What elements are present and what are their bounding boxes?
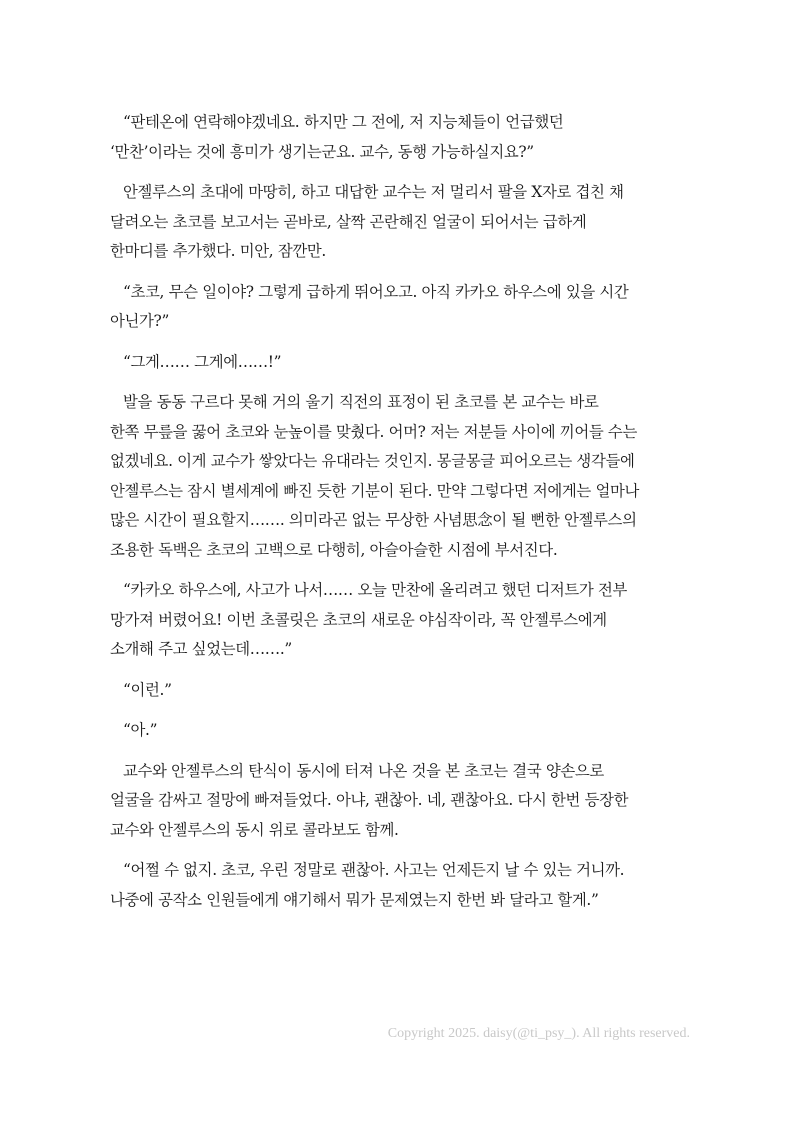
paragraph-line: 한쪽 무릎을 꿇어 초코와 눈높이를 맞췄다. 어머? 저는 저분들 사이에 끼어들 수는 [110, 422, 637, 441]
paragraph-8 [110, 716, 700, 746]
paragraph-line: 발을 동동 구르다 못해 거의 울기 직전의 표정이 된 초코를 본 교수는 바로 [123, 393, 599, 411]
paragraph-line: 망가져 버렸어요! 이번 초콜릿은 초코의 새로운 야심작이라, 꼭 안젤루스에게 [110, 610, 607, 629]
paragraph-line: 교수와 안젤루스의 탄식이 동시에 터져 나온 것을 본 초코는 결국 양손으로 [123, 761, 604, 780]
paragraph-line: “이런.” [123, 680, 172, 699]
paragraph-line: 소개해 주고 싶었는데…….” [110, 640, 292, 658]
paragraph-line: 아닌가?” [110, 312, 169, 330]
paragraph-line: 달려오는 초코를 보고서는 곧바로, 살짝 곤란해진 얼굴이 되어서는 급하게 [110, 212, 587, 231]
copyright-notice: Copyright 2025. daisy(@ti_psy_). All rights reserved. [387, 1026, 690, 1041]
paragraph-line: 안젤루스는 잠시 별세계에 빠진 듯한 기분이 된다. 만약 그렇다면 저에게는 얼마나 [110, 481, 640, 500]
document-body [110, 108, 700, 915]
paragraph-line: 나중에 공작소 인원들에게 얘기해서 뭐가 문제였는지 한번 봐 달라고 할게.” [110, 890, 599, 909]
paragraph-line: 없겠네요. 이게 교수가 쌓았다는 유대라는 것인지. 몽글몽글 피어오르는 생각들에 [110, 452, 635, 470]
paragraph-line: 교수와 안젤루스의 동시 위로 콜라보도 함께. [110, 820, 399, 839]
paragraph-5 [110, 388, 700, 565]
paragraph-line: “아.” [123, 721, 158, 739]
paragraph-line: “초코, 무슨 일이야? 그렇게 급하게 뛰어오고. 아직 카카오 하우스에 있을 시간 [123, 282, 629, 301]
paragraph-line: 조용한 독백은 초코의 고백으로 다행히, 아슬아슬한 시점에 부서진다. [110, 540, 558, 559]
paragraph-line: “카카오 하우스에, 사고가 나서…… 오늘 만찬에 올리려고 했던 디저트가 전부 [123, 581, 628, 599]
paragraph-7 [110, 676, 700, 706]
paragraph-9 [110, 757, 700, 846]
paragraph-line: “어쩔 수 없지. 초코, 우린 정말로 괜찮아. 사고는 언제든지 날 수 있는 거니까. [123, 861, 625, 879]
paragraph-line: “그게…… 그게에……!” [123, 352, 282, 371]
paragraph-line: “판테온에 연락해야겠네요. 하지만 그 전에, 저 지능체들이 언급했던 [123, 113, 564, 131]
paragraph-1 [110, 108, 700, 167]
paragraph-2 [110, 178, 700, 267]
paragraph-line: ‘만찬’이라는 것에 흥미가 생기는군요. 교수, 동행 가능하실지요?” [110, 142, 534, 161]
paragraph-6 [110, 576, 700, 665]
paragraph-line: 많은 시간이 필요할지……. 의미라곤 없는 무상한 사념思念이 될 뻔한 안젤루스의 [110, 511, 637, 529]
paragraph-3 [110, 278, 700, 337]
paragraph-10 [110, 856, 700, 915]
paragraph-line: 한마디를 추가했다. 미안, 잠깐만. [110, 242, 326, 260]
paragraph-line: 안젤루스의 초대에 마땅히, 하고 대답한 교수는 저 멀리서 팔을 X자로 겹친 채 [123, 183, 624, 201]
paragraph-line: 얼굴을 감싸고 절망에 빠져들었다. 아냐, 괜찮아. 네, 괜찮아요. 다시 한번 등장한 [110, 791, 629, 809]
paragraph-4 [110, 348, 700, 378]
